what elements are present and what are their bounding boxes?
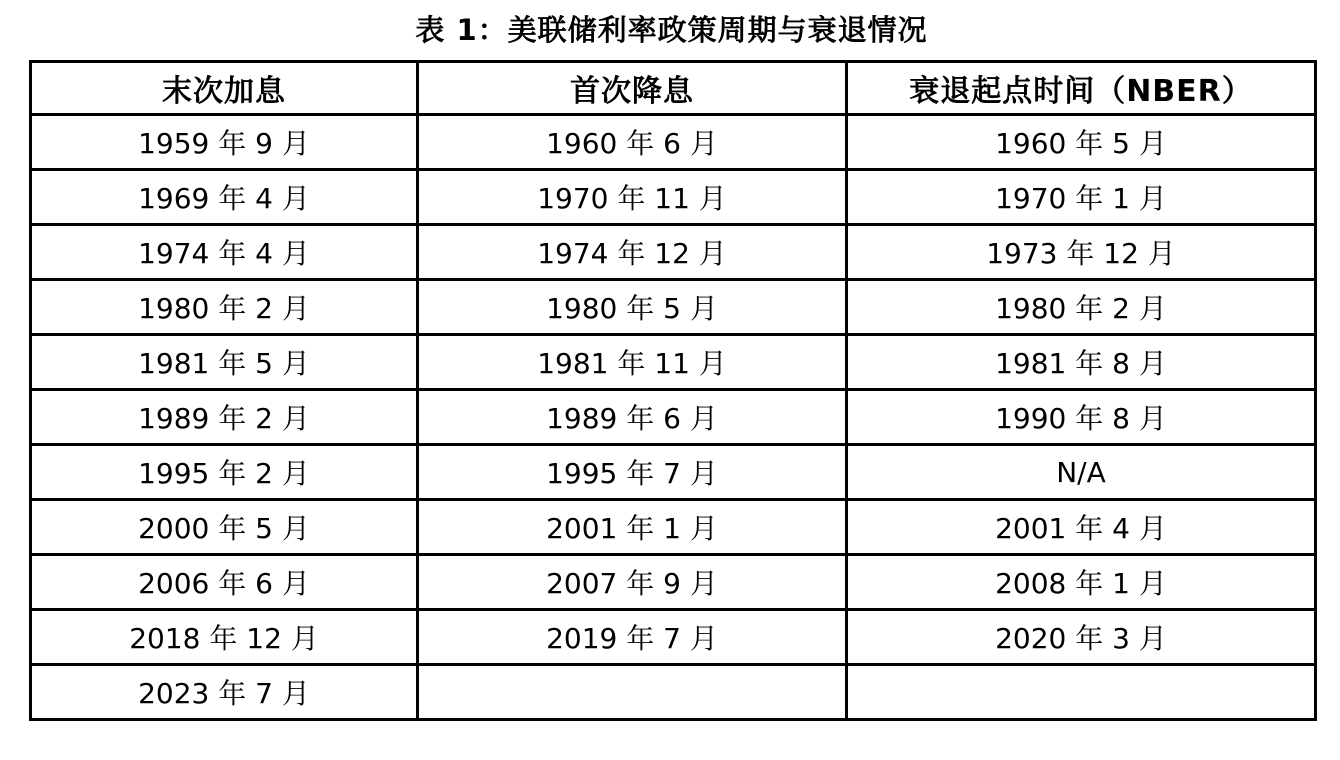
table-cell: 1970 年 1 月 <box>847 170 1316 225</box>
table-row <box>31 335 1316 390</box>
table-cell: 1973 年 12 月 <box>847 225 1316 280</box>
column-header-recession-start: 衰退起点时间（NBER） <box>847 62 1316 115</box>
table-cell: 1990 年 8 月 <box>847 390 1316 445</box>
document-page <box>29 12 1314 721</box>
table-cell: 2001 年 1 月 <box>418 500 847 555</box>
table-cell: 1995 年 2 月 <box>31 445 418 500</box>
column-header-first-cut: 首次降息 <box>418 62 847 115</box>
fed-policy-cycle-table <box>29 60 1317 721</box>
table-cell: 2019 年 7 月 <box>418 610 847 665</box>
table-cell: 2006 年 6 月 <box>31 555 418 610</box>
table-cell: 1960 年 6 月 <box>418 115 847 170</box>
table-cell <box>847 665 1316 720</box>
table-cell: 1974 年 12 月 <box>418 225 847 280</box>
table-header <box>31 62 1316 115</box>
table-row <box>31 280 1316 335</box>
table-cell: 1974 年 4 月 <box>31 225 418 280</box>
table-row <box>31 665 1316 720</box>
table-cell: 1981 年 8 月 <box>847 335 1316 390</box>
table-row <box>31 555 1316 610</box>
table-body <box>31 115 1316 720</box>
table-row <box>31 610 1316 665</box>
table-cell: 1989 年 2 月 <box>31 390 418 445</box>
table-cell: 2000 年 5 月 <box>31 500 418 555</box>
table-row <box>31 115 1316 170</box>
table-row <box>31 445 1316 500</box>
table-cell: 1980 年 5 月 <box>418 280 847 335</box>
table-cell: 1959 年 9 月 <box>31 115 418 170</box>
table-cell: 2007 年 9 月 <box>418 555 847 610</box>
table-cell: 1995 年 7 月 <box>418 445 847 500</box>
table-cell: 1980 年 2 月 <box>31 280 418 335</box>
table-cell: 2020 年 3 月 <box>847 610 1316 665</box>
table-caption: 表 1：美联储利率政策周期与衰退情况 <box>415 13 928 47</box>
table-cell: 1981 年 5 月 <box>31 335 418 390</box>
header-row <box>31 62 1316 115</box>
table-cell: 1970 年 11 月 <box>418 170 847 225</box>
table-cell: 2008 年 1 月 <box>847 555 1316 610</box>
table-cell <box>418 665 847 720</box>
table-cell: 1969 年 4 月 <box>31 170 418 225</box>
table-row <box>31 390 1316 445</box>
table-row <box>31 500 1316 555</box>
table-cell: N/A <box>847 445 1316 500</box>
table-cell: 1989 年 6 月 <box>418 390 847 445</box>
table-cell: 1960 年 5 月 <box>847 115 1316 170</box>
table-cell: 2018 年 12 月 <box>31 610 418 665</box>
table-row <box>31 225 1316 280</box>
table-row <box>31 170 1316 225</box>
column-header-last-hike: 末次加息 <box>31 62 418 115</box>
table-cell: 2023 年 7 月 <box>31 665 418 720</box>
table-cell: 2001 年 4 月 <box>847 500 1316 555</box>
table-cell: 1981 年 11 月 <box>418 335 847 390</box>
table-cell: 1980 年 2 月 <box>847 280 1316 335</box>
